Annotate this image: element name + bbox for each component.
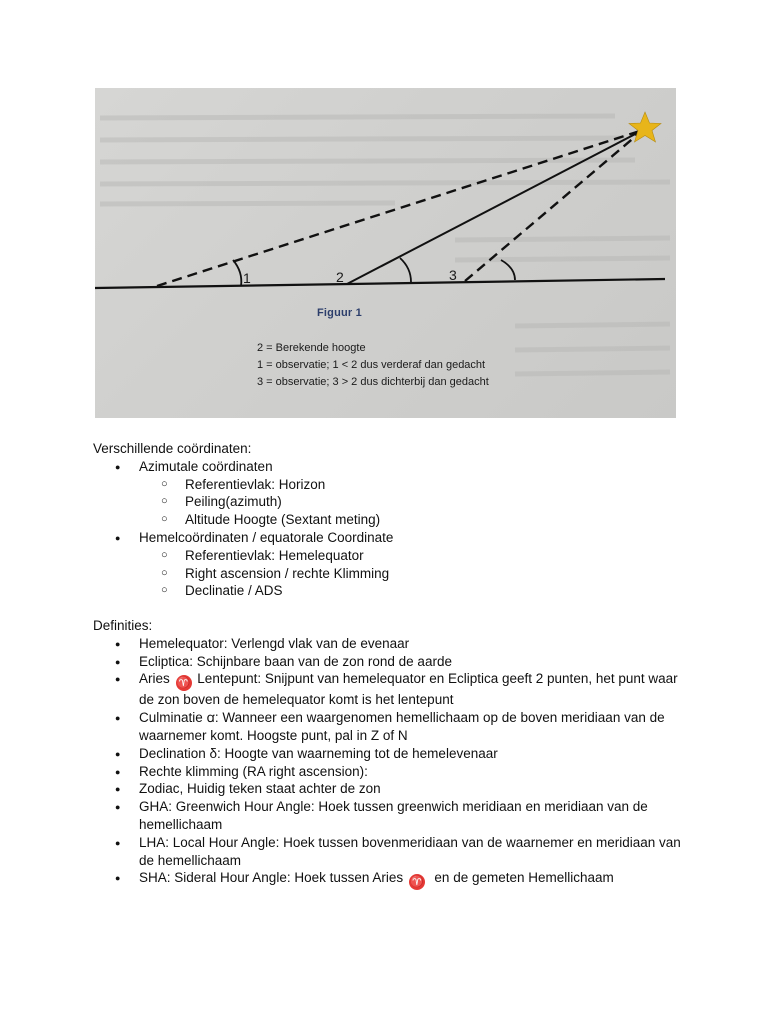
angle-label-2: 2 xyxy=(336,269,344,285)
list-subitem: ○ Altitude Hoogte (Sextant meting) xyxy=(93,511,393,529)
list-item: ● Hemelequator: Verlengd vlak van de evenaar xyxy=(93,635,683,653)
list-item xyxy=(93,869,683,890)
aries-icon: ♈ xyxy=(410,876,424,889)
lentepunt-text: Lentepunt: Snijpunt van hemelequator en Ecliptica geeft 2 punten, het punt waar de zon boven de hemelequator komt is het lentepunt xyxy=(139,671,678,708)
angle-label-1: 1 xyxy=(243,270,251,286)
sha-text-end: en de gemeten Hemellichaam xyxy=(434,870,614,886)
section-coordinates xyxy=(93,440,393,600)
observation-line-1 xyxy=(157,130,643,286)
list-item: ● Hemelcoördinaten / equatorale Coordinate xyxy=(93,529,393,547)
coordinates-list xyxy=(93,458,393,600)
star-icon xyxy=(629,112,661,142)
aries-label: Aries xyxy=(139,671,170,687)
list-item: ● Zodiac, Huidig teken staat achter de zon xyxy=(93,780,683,798)
list-item: ● LHA: Local Hour Angle: Hoek tussen bovenmeridiaan van de waarnemer en meridiaan van de hemellichaam xyxy=(93,834,683,870)
angle-arc-3 xyxy=(501,260,515,280)
legend-line-observation-1: 1 = observatie; 1 < 2 dus verderaf dan gedacht xyxy=(257,359,486,371)
coordinates-heading: Verschillende coördinaten: xyxy=(93,441,252,456)
list-item: ● Declination δ: Hoogte van waarneming tot de hemelevenaar xyxy=(93,745,683,763)
legend-line-observation-3: 3 = observatie; 3 > 2 dus dichterbij dan gedacht xyxy=(257,376,489,388)
list-subitem: ○ Peiling(azimuth) xyxy=(93,493,393,511)
figure-title: Figuur 1 xyxy=(317,307,362,319)
aries-icon: ♈ xyxy=(176,677,191,690)
figure-photo xyxy=(95,88,676,418)
list-subitem: ○ Referentievlak: Horizon xyxy=(93,476,393,494)
figure-legend xyxy=(257,340,489,391)
list-subitem: ○ Declinatie / ADS xyxy=(93,582,393,600)
list-subitem: ○ Right ascension / rechte Klimming xyxy=(93,565,393,583)
angle-arc-1 xyxy=(233,260,241,286)
sha-text: SHA: Sideral Hour Angle: Hoek tussen Aries xyxy=(139,870,404,886)
list-item: ● GHA: Greenwich Hour Angle: Hoek tussen greenwich meridiaan en meridiaan van de hemellichaam xyxy=(93,798,683,834)
list-item: ● Rechte klimming (RA right ascension): xyxy=(93,763,683,781)
list-item: ● Azimutale coördinaten xyxy=(93,458,393,476)
legend-line-calculated: 2 = Berekende hoogte xyxy=(257,342,366,354)
angle-arc-2 xyxy=(400,258,411,282)
definitions-list xyxy=(93,635,683,891)
definitions-heading: Definities: xyxy=(93,618,153,633)
list-item: ● Ecliptica: Schijnbare baan van de zon rond de aarde xyxy=(93,653,683,671)
angle-label-3: 3 xyxy=(449,267,457,283)
list-subitem: ○ Referentievlak: Hemelequator xyxy=(93,547,393,565)
horizon-line xyxy=(95,279,665,288)
section-definitions xyxy=(93,617,683,890)
list-item: ● Culminatie ꭤ: Wanneer een waargenomen hemellichaam op de boven meridiaan van de waarnemer komt. Hoogste punt, pal in Z of N xyxy=(93,709,683,745)
list-item xyxy=(93,670,683,709)
